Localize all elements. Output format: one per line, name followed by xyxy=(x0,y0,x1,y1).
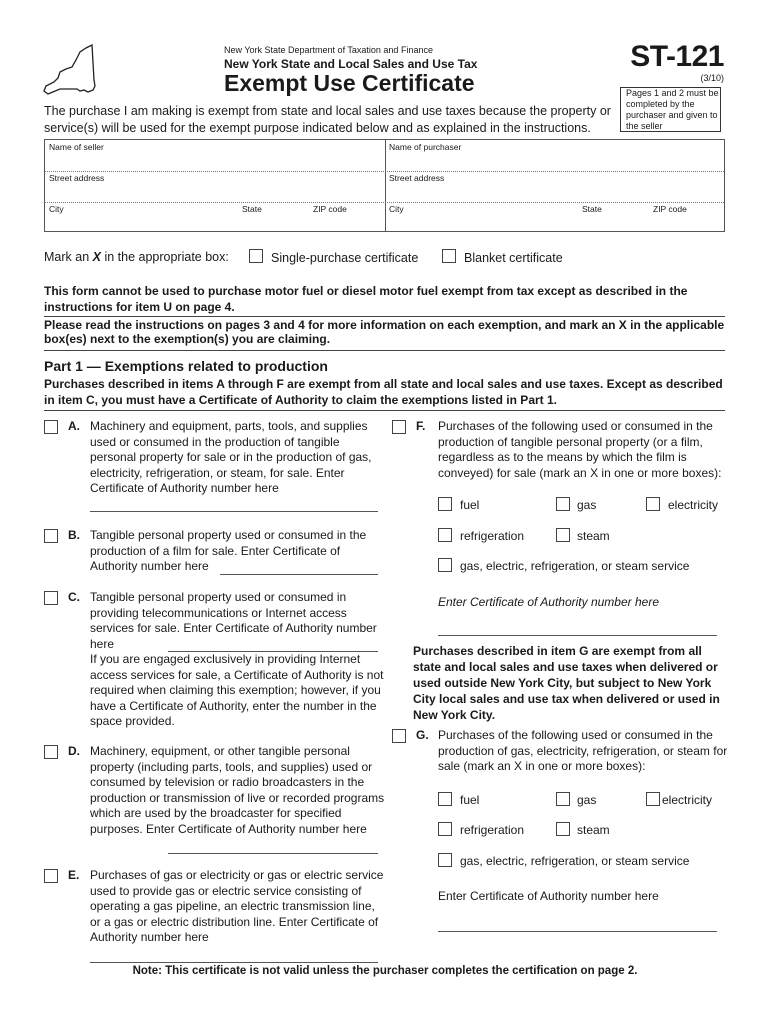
g-fuel-checkbox[interactable] xyxy=(438,792,452,806)
g-steam-checkbox[interactable] xyxy=(556,822,570,836)
item-a-letter: A. xyxy=(68,419,80,433)
item-g-checkbox[interactable] xyxy=(392,729,406,743)
purchaser-street-field[interactable]: Street address xyxy=(389,173,445,183)
item-b-text: Tangible personal property used or consumed in the production of a film for sale. Enter Certificate of Authority number here xyxy=(90,528,367,574)
form-title: Exempt Use Certificate xyxy=(224,70,475,96)
g-service-label: gas, electric, refrigeration, or steam service xyxy=(460,854,690,868)
item-c-checkbox[interactable] xyxy=(44,591,58,605)
item-f-checkbox[interactable] xyxy=(392,420,406,434)
f-fuel-checkbox[interactable] xyxy=(438,497,452,511)
g-electricity-label: electricity xyxy=(662,793,713,807)
divider xyxy=(44,410,725,411)
g-service-checkbox[interactable] xyxy=(438,853,452,867)
item-g-intro: Purchases described in item G are exempt from all state and local sales and use taxes when delivered or used outside New York City, but subject to New York City local sales and use tax when delivered or used in New York City. xyxy=(413,644,720,722)
item-f-text: Purchases of the following used or consumed in the production of tangible personal property (or a film, regardless as to the means by which the film is conveyed) for sale (mark an X in one or more boxes): xyxy=(438,419,722,480)
footer-note: Note: This certificate is not valid unless the purchaser completes the certification on page 2. xyxy=(132,965,638,977)
f-gas-label: gas xyxy=(577,498,597,512)
purchaser-city-field[interactable]: City xyxy=(389,204,404,214)
purchaser-name-field[interactable]: Name of purchaser xyxy=(389,142,462,152)
tax-name: New York State and Local Sales and Use Tax xyxy=(224,57,478,71)
f-electricity-checkbox[interactable] xyxy=(646,497,660,511)
seller-street-field[interactable]: Street address xyxy=(49,173,105,183)
part1-subheading: Purchases described in items A through F are exempt from all state and local sales and use taxes. Except as described in item C, you must have a Certificate of Authority to claim the exemptions listed in Part 1. xyxy=(44,377,723,407)
g-refrigeration-label: refrigeration xyxy=(460,823,525,837)
f-refrigeration-checkbox[interactable] xyxy=(438,528,452,542)
seller-purchaser-grid xyxy=(44,139,725,232)
item-c-letter: C. xyxy=(68,590,80,604)
nys-map-logo xyxy=(40,42,100,97)
item-a-checkbox[interactable] xyxy=(44,420,58,434)
item-d-checkbox[interactable] xyxy=(44,745,58,759)
f-electricity-label: electricity xyxy=(668,498,719,512)
mark-prefix: Mark an xyxy=(44,250,93,264)
g-gas-checkbox[interactable] xyxy=(556,792,570,806)
item-f-letter: F. xyxy=(416,419,426,433)
divider xyxy=(44,316,725,317)
blanket-checkbox[interactable] xyxy=(442,249,456,263)
f-service-checkbox[interactable] xyxy=(438,558,452,572)
seller-name-field[interactable]: Name of seller xyxy=(49,142,104,152)
f-fuel-label: fuel xyxy=(460,498,480,512)
item-c-text-2: If you are engaged exclusively in providing Internet access services for sale, a Certificate of Authority is not required when claiming this exemption; however, if you have a Certificate of Authority, enter the number in the space provided. xyxy=(90,652,384,729)
blanket-label: Blanket certificate xyxy=(464,251,563,265)
item-e-coa-line[interactable] xyxy=(90,962,378,963)
seller-city-field[interactable]: City xyxy=(49,204,64,214)
item-e-checkbox[interactable] xyxy=(44,869,58,883)
item-b-letter: B. xyxy=(68,528,80,542)
purchaser-zip-field[interactable]: ZIP code xyxy=(653,204,687,214)
item-a-coa-line[interactable] xyxy=(90,511,378,512)
single-purchase-label: Single-purchase certificate xyxy=(271,251,419,265)
f-service-label: gas, electric, refrigeration, or steam service xyxy=(460,559,690,573)
f-steam-label: steam xyxy=(577,529,610,543)
item-d-letter: D. xyxy=(68,744,80,758)
f-steam-checkbox[interactable] xyxy=(556,528,570,542)
g-refrigeration-checkbox[interactable] xyxy=(438,822,452,836)
mark-x: X xyxy=(92,250,101,264)
g-electricity-checkbox[interactable] xyxy=(646,792,660,806)
item-d-text: Machinery, equipment, or other tangible personal property (including parts, tools, and supplies) used or consumed by television or radio broadcasters in the production or transmission of live or recorded programs which are used by the broadcaster for specified purposes. Enter Certificate of Authority number here xyxy=(90,744,385,836)
f-coa-label: Enter Certificate of Authority number here xyxy=(438,595,659,609)
item-c-coa-line[interactable] xyxy=(168,651,378,652)
item-d-coa-line[interactable] xyxy=(168,853,378,854)
intro-text: The purchase I am making is exempt from state and local sales and use taxes because the property or service(s) will be used for the exempt purpose indicated below and as explained in the instructions. xyxy=(44,104,611,135)
instructions-note: Please read the instructions on pages 3 and 4 for more information on each exemption, and mark an X in the applicable box(es) next to the exemption(s) you are claiming. xyxy=(44,318,725,346)
item-c-text: Tangible personal property used or consumed in providing telecommunications or Internet access services for sale. Enter Certificate of Authority number here xyxy=(90,590,377,651)
item-e-letter: E. xyxy=(68,868,80,882)
completion-note: Pages 1 and 2 must be completed by the purchaser and given to the seller xyxy=(620,87,721,132)
item-b-checkbox[interactable] xyxy=(44,529,58,543)
g-fuel-label: fuel xyxy=(460,793,480,807)
divider xyxy=(44,350,725,351)
g-coa-line[interactable] xyxy=(438,931,717,932)
form-number: ST-121 xyxy=(630,40,724,73)
seller-state-field[interactable]: State xyxy=(242,204,262,214)
mark-suffix: in the appropriate box: xyxy=(100,250,229,264)
part1-heading: Part 1 — Exemptions related to production xyxy=(44,358,328,374)
g-coa-label: Enter Certificate of Authority number here xyxy=(438,889,659,903)
single-purchase-checkbox[interactable] xyxy=(249,249,263,263)
department-name: New York State Department of Taxation and Finance xyxy=(224,45,433,55)
purchaser-state-field[interactable]: State xyxy=(582,204,602,214)
f-refrigeration-label: refrigeration xyxy=(460,529,525,543)
f-coa-line[interactable] xyxy=(438,635,717,636)
g-gas-label: gas xyxy=(577,793,597,807)
item-e-text: Purchases of gas or electricity or gas or electric service used to provide gas or electric service consisting of operating a gas pipeline, an electric transmission line, or a gas or electric distribution line. Enter Certificate of Authority number here xyxy=(90,868,384,945)
item-g-text: Purchases of the following used or consumed in the production of gas, electricity, refrigeration, or steam for sale (mark an X in one or more boxes): xyxy=(438,728,728,774)
seller-zip-field[interactable]: ZIP code xyxy=(313,204,347,214)
f-gas-checkbox[interactable] xyxy=(556,497,570,511)
motor-fuel-warning: This form cannot be used to purchase motor fuel or diesel motor fuel exempt from tax except as described in the instructions for item U on page 4. xyxy=(44,284,688,314)
certificate-type-row xyxy=(44,250,229,264)
g-steam-label: steam xyxy=(577,823,610,837)
form-revision: (3/10) xyxy=(700,73,724,83)
item-a-text: Machinery and equipment, parts, tools, and supplies used or consumed in the production of tangible personal property for sale or in the production of gas, electricity, refrigeration, or steam, for sale. Enter Certificate of Authority number here xyxy=(90,419,372,496)
item-g-letter: G. xyxy=(416,728,429,742)
item-b-coa-line[interactable] xyxy=(220,574,378,575)
